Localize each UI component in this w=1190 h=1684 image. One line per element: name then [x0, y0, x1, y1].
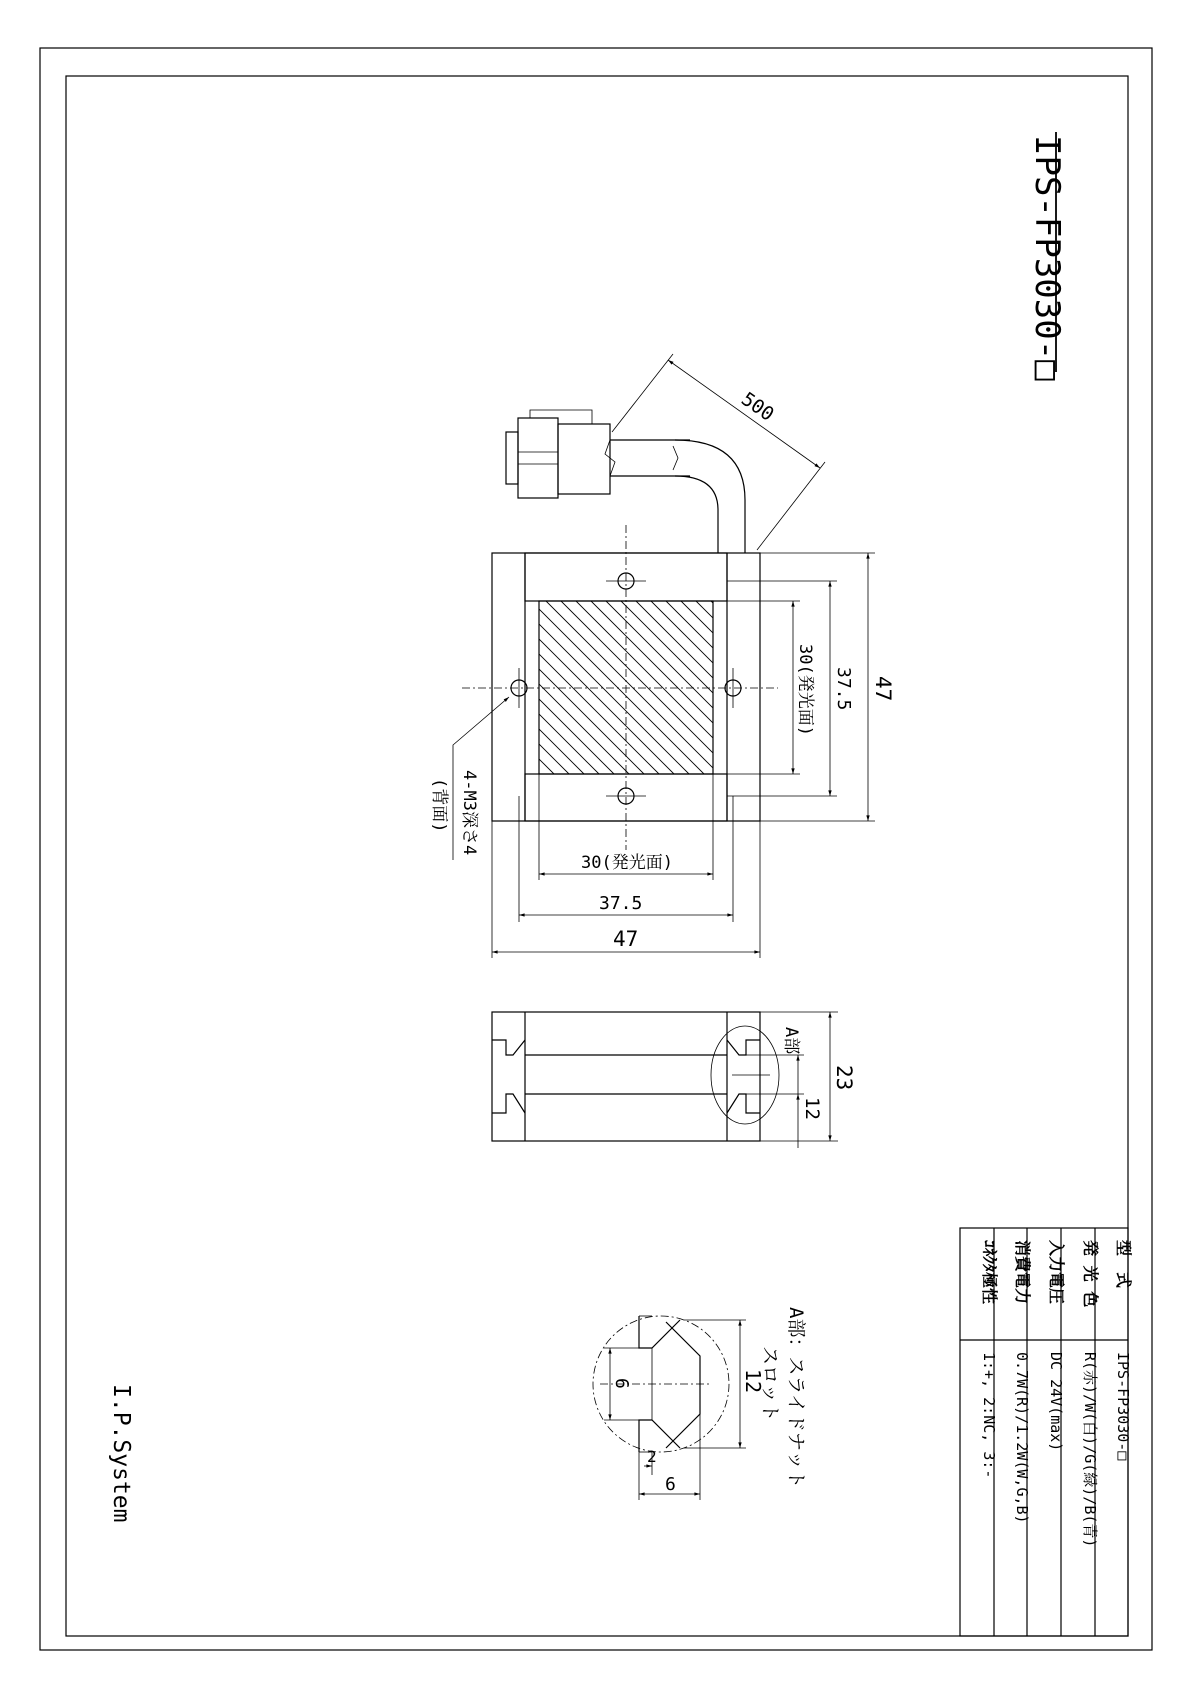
holes-note-back: (背面) — [429, 778, 449, 833]
hatch-line — [366, 601, 539, 774]
dim-emit-30-h: 30(発光面) — [581, 853, 673, 873]
spec-value: DC 24V(max) — [1047, 1352, 1065, 1452]
company-name: I.P.System — [108, 1384, 134, 1523]
hatch-line — [381, 601, 554, 774]
holes-note: 4-M3深さ4 — [459, 770, 479, 856]
dim-pitch-37-5-v: 37.5 — [833, 667, 854, 711]
spec-label: 消費電力 — [1013, 1240, 1032, 1305]
dim-emit-30-v: 30(発光面) — [795, 644, 815, 736]
dim-width-47: 47 — [613, 927, 639, 951]
detail-tag-a: A部 — [781, 1027, 801, 1055]
spec-value: 0.7W(R)/1.2W(W,G,B) — [1013, 1352, 1031, 1524]
spec-label: 型 式 — [1114, 1240, 1133, 1289]
detail-dim-12: 12 — [741, 1369, 765, 1394]
spec-value: IPS-FP3030-□ — [1114, 1352, 1132, 1461]
dim-height-47: 47 — [871, 676, 895, 702]
spec-label: 発 光 色 — [1081, 1240, 1100, 1308]
cable-connector — [506, 410, 745, 553]
drawing-title: IPS-FP3030-□ — [1027, 135, 1067, 381]
dim-slot-12: 12 — [801, 1097, 823, 1120]
side-view — [492, 1012, 779, 1141]
dim-cable-500: 500 — [737, 388, 778, 426]
spec-value: R(赤)/W(白)/G(緑)/B(青) — [1081, 1352, 1099, 1548]
detail-note-line1: A部：スライドナット — [785, 1307, 807, 1489]
spec-label: 入力電圧 — [1047, 1240, 1066, 1305]
detail-dim-6-v: 6 — [611, 1378, 632, 1389]
dim-pitch-37-5-h: 37.5 — [599, 893, 643, 914]
connector-housing — [558, 424, 610, 494]
dim-depth-23: 23 — [832, 1065, 856, 1091]
dimensions-detail — [604, 1320, 746, 1500]
spec-value: 1:+, 2:NC, 3:- — [980, 1352, 998, 1479]
spec-label: ｺﾈｸﾀ極性 — [980, 1240, 999, 1305]
detail-dim-2: 2 — [647, 1447, 657, 1466]
detail-note-line2: スロット — [759, 1346, 781, 1422]
detail-dim-6-h: 6 — [665, 1474, 676, 1495]
